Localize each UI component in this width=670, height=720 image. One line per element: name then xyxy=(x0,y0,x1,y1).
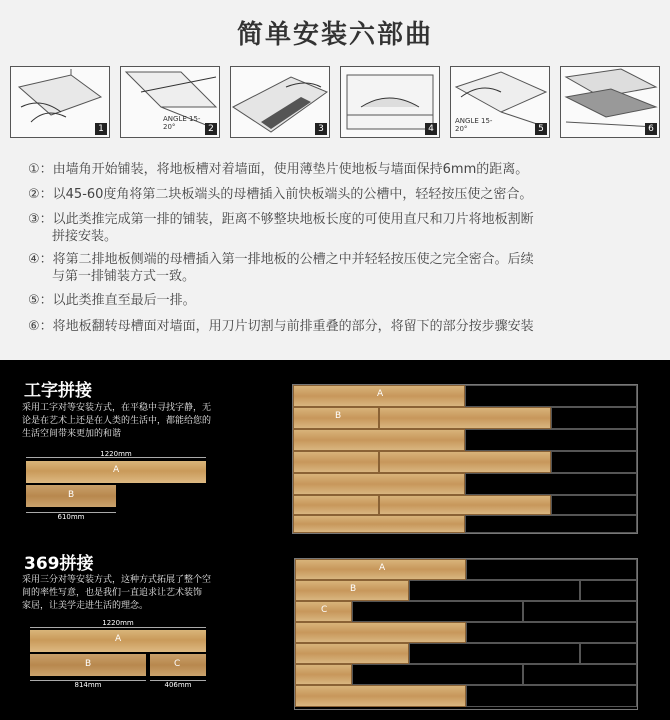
san-pattern-title: 369拼接 xyxy=(24,554,94,574)
instruction-6: ⑥：将地板翻转母槽面对墙面，用刀片切割与前排重叠的部分，将留下的部分按步骤安装 xyxy=(28,319,534,334)
page-title: 简单安装六部曲 xyxy=(236,20,433,50)
gong-floor-grid: A B xyxy=(292,384,638,534)
san-pattern-desc: 采用三分对等安装方式，这种方式拓展了整个空 间的率性写意，也是我们一直追求让艺术装饰 家居，让美学走进生活的理念。 xyxy=(22,575,212,611)
step-1-illustration: 1 xyxy=(10,66,110,138)
gong-dim-1220: 1220mm xyxy=(100,450,132,458)
step-3-illustration: 3 xyxy=(230,66,330,138)
gong-dim-610: 610mm xyxy=(57,513,85,521)
instruction-3-cont: 拼接安装。 xyxy=(52,229,118,244)
san-dim-1220: 1220mm xyxy=(102,619,134,627)
step-illustrations xyxy=(10,66,666,138)
step-4-illustration: 4 xyxy=(340,66,440,138)
step-6-illustration: 6 xyxy=(560,66,660,138)
gong-pattern-title: 工字拼接 xyxy=(24,381,92,401)
san-dim-814: 814mm xyxy=(74,681,102,689)
gong-pattern-desc: 采用工字对等安装方式，在平稳中寻找字静，无 论是在艺术上还是在人类的生活中，都能给您的 生活空间带来更加的和谐 xyxy=(22,403,212,439)
instruction-5: ⑤：以此类推直至最后一排。 xyxy=(28,293,196,308)
instruction-4-cont: 与第一排铺装方式一致。 xyxy=(52,269,196,284)
instruction-1: ①：由墙角开始铺装，将地板槽对着墙面，使用薄垫片使地板与墙面保持6mm的距离。 xyxy=(28,162,529,177)
instruction-4: ④：将第二排地板侧端的母槽插入第一排地板的公槽之中并轻轻按压使之完全密合。后续 xyxy=(28,252,534,267)
step-5-illustration: ANGLE 15-20° 5 xyxy=(450,66,550,138)
step-2-illustration: ANGLE 15-20° 2 xyxy=(120,66,220,138)
patterns-panel: 工字拼接 采用工字对等安装方式，在平稳中寻找字静，无 论是在艺术上还是在人类的生活中，都能给您的 生活空间带来更加的和谐 1220mm A B 610mm A B 369拼接 采用三分对等安装方式，这种方式拓展了整个空 间的率性写意，也是我们一直追求让艺术装饰 家居，让美学走进生活的理念。 1220mm A B C 814mm 406mm A B C xyxy=(0,360,670,720)
san-dim-406: 406mm xyxy=(164,681,192,689)
instruction-3: ③：以此类推完成第一排的铺装，距离不够整块地板长度的可使用直尺和刀片将地板割断 xyxy=(28,212,534,227)
san-floor-grid: A B C xyxy=(294,558,638,710)
instruction-2: ②：以45-60度角将第二块板端头的母槽插入前快板端头的公槽中，轻轻按压使之密合。 xyxy=(28,187,533,202)
